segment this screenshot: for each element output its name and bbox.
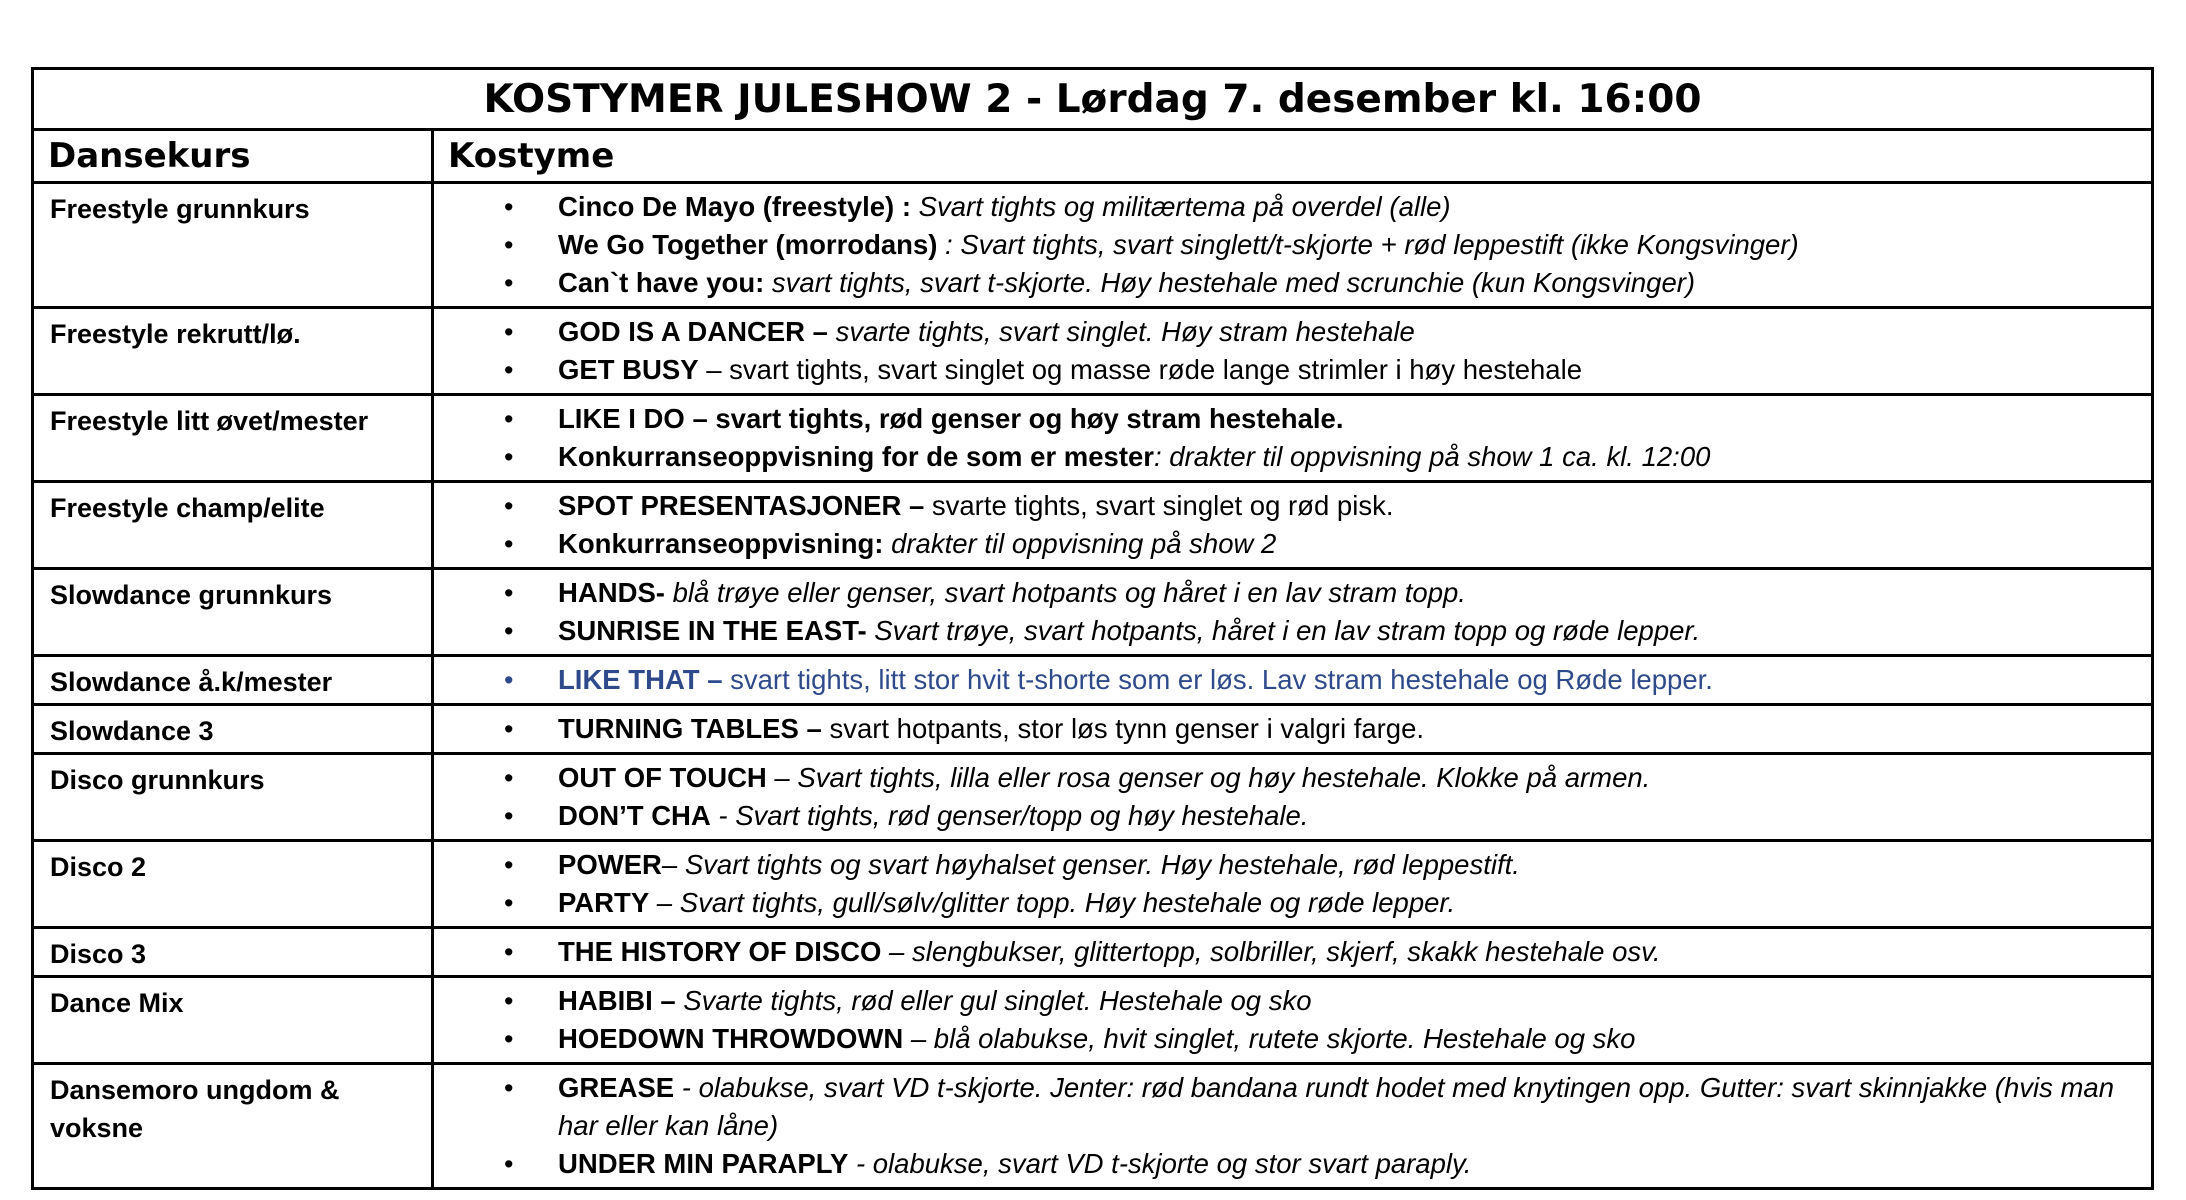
dance-name: GOD IS A DANCER – bbox=[558, 316, 828, 347]
course-name: Freestyle champ/elite bbox=[33, 482, 433, 569]
bullet-icon: • bbox=[504, 986, 514, 1016]
costume-list bbox=[434, 1069, 2151, 1183]
dance-name: We Go Together (morrodans) bbox=[558, 229, 938, 260]
costume-description: svarte tights, svart singlet. Høy stram hestehale bbox=[827, 316, 1415, 347]
costume-description: – slengbukser, glittertopp, solbriller, skjerf, skakk hestehale osv. bbox=[881, 936, 1661, 967]
costume-description: Svart tights og militærtema på overdel (alle) bbox=[911, 191, 1451, 222]
dance-name: THE HISTORY OF DISCO bbox=[558, 936, 882, 967]
dance-name: UNDER MIN PARAPLY bbox=[558, 1148, 849, 1179]
table-row bbox=[33, 183, 2153, 308]
costume-list bbox=[434, 487, 2151, 563]
dance-name: LIKE I DO – svart tights, rød genser og høy stram hestehale. bbox=[558, 403, 1344, 434]
costume-description: – Svart tights og svart høyhalset genser. Høy hestehale, rød leppestift. bbox=[661, 849, 1520, 880]
bullet-icon: • bbox=[504, 888, 514, 918]
dance-name: DON’T CHA bbox=[558, 800, 711, 831]
course-name: Slowdance 3 bbox=[33, 705, 433, 754]
costume-list bbox=[434, 710, 2151, 748]
costume-description: Svart trøye, svart hotpants, håret i en lav stram topp og røde lepper. bbox=[866, 615, 1701, 646]
list-item bbox=[434, 1145, 2151, 1183]
list-item bbox=[434, 661, 2151, 699]
costume-description: : drakter til oppvisning på show 1 ca. kl. 12:00 bbox=[1153, 441, 1711, 472]
bullet-icon: • bbox=[504, 665, 514, 695]
costume-list bbox=[434, 188, 2151, 302]
costume-description: – svart tights, svart singlet og masse røde lange strimler i høy hestehale bbox=[698, 354, 1583, 385]
table-row bbox=[33, 754, 2153, 841]
list-item bbox=[434, 226, 2151, 264]
list-item bbox=[434, 797, 2151, 835]
dance-name: Konkurranseoppvisning for de som er mester bbox=[558, 441, 1154, 472]
costume-description: - olabukse, svart VD t-skjorte og stor svart paraply. bbox=[848, 1148, 1472, 1179]
table-row bbox=[33, 928, 2153, 977]
course-name: Freestyle litt øvet/mester bbox=[33, 395, 433, 482]
list-item bbox=[434, 188, 2151, 226]
costume-cell bbox=[433, 705, 2153, 754]
bullet-icon: • bbox=[504, 937, 514, 967]
dance-name: OUT OF TOUCH bbox=[558, 762, 767, 793]
list-item bbox=[434, 400, 2151, 438]
costume-cell bbox=[433, 1064, 2153, 1189]
dance-name: HABIBI – bbox=[558, 985, 676, 1016]
costume-description: Svarte tights, rød eller gul singlet. Hestehale og sko bbox=[675, 985, 1312, 1016]
list-item bbox=[434, 1069, 2151, 1145]
course-name: Disco grunnkurs bbox=[33, 754, 433, 841]
list-item bbox=[434, 982, 2151, 1020]
course-name: Disco 2 bbox=[33, 841, 433, 928]
costume-list bbox=[434, 982, 2151, 1058]
course-name: Slowdance å.k/mester bbox=[33, 656, 433, 705]
bullet-icon: • bbox=[504, 763, 514, 793]
costume-description: drakter til oppvisning på show 2 bbox=[883, 528, 1277, 559]
dance-name: HANDS- bbox=[558, 577, 665, 608]
list-item bbox=[434, 759, 2151, 797]
costume-sheet bbox=[31, 67, 2151, 1190]
bullet-icon: • bbox=[504, 850, 514, 880]
bullet-icon: • bbox=[504, 192, 514, 222]
table-row bbox=[33, 395, 2153, 482]
costume-description: – Svart tights, lilla eller rosa genser og høy hestehale. Klokke på armen. bbox=[766, 762, 1651, 793]
dance-name: HOEDOWN THROWDOWN bbox=[558, 1023, 904, 1054]
header-dansekurs: Dansekurs bbox=[33, 130, 433, 183]
costume-cell bbox=[433, 977, 2153, 1064]
costume-list bbox=[434, 759, 2151, 835]
list-item bbox=[434, 574, 2151, 612]
course-name: Slowdance grunnkurs bbox=[33, 569, 433, 656]
bullet-icon: • bbox=[504, 404, 514, 434]
list-item bbox=[434, 846, 2151, 884]
bullet-icon: • bbox=[504, 442, 514, 472]
list-item bbox=[434, 1020, 2151, 1058]
costume-description: svart hotpants, stor løs tynn genser i valgri farge. bbox=[821, 713, 1425, 744]
bullet-icon: • bbox=[504, 355, 514, 385]
bullet-icon: • bbox=[504, 317, 514, 347]
costume-cell bbox=[433, 656, 2153, 705]
bullet-icon: • bbox=[504, 714, 514, 744]
course-name: Freestyle grunnkurs bbox=[33, 183, 433, 308]
list-item bbox=[434, 313, 2151, 351]
bullet-icon: • bbox=[504, 491, 514, 521]
bullet-icon: • bbox=[504, 230, 514, 260]
costume-table bbox=[31, 67, 2154, 1190]
table-row bbox=[33, 308, 2153, 395]
course-name: Freestyle rekrutt/lø. bbox=[33, 308, 433, 395]
page-title: KOSTYMER JULESHOW 2 - Lørdag 7. desember kl. 16:00 bbox=[33, 69, 2153, 130]
course-name: Dance Mix bbox=[33, 977, 433, 1064]
bullet-icon: • bbox=[504, 801, 514, 831]
course-name: Dansemoro ungdom & voksne bbox=[33, 1064, 433, 1189]
list-item bbox=[434, 264, 2151, 302]
costume-cell bbox=[433, 308, 2153, 395]
dance-name: PARTY bbox=[558, 887, 650, 918]
dance-name: Konkurranseoppvisning: bbox=[558, 528, 884, 559]
table-row bbox=[33, 569, 2153, 656]
costume-cell bbox=[433, 928, 2153, 977]
dance-name: GET BUSY bbox=[558, 354, 699, 385]
list-item bbox=[434, 525, 2151, 563]
costume-description: - Svart tights, rød genser/topp og høy hestehale. bbox=[710, 800, 1309, 831]
costume-description: svart tights, litt stor hvit t-shorte som er løs. Lav stram hestehale og Røde lepper. bbox=[722, 664, 1713, 695]
costume-description: – blå olabukse, hvit singlet, rutete skjorte. Hestehale og sko bbox=[903, 1023, 1636, 1054]
table-row bbox=[33, 977, 2153, 1064]
costume-cell bbox=[433, 841, 2153, 928]
costume-cell bbox=[433, 754, 2153, 841]
bullet-icon: • bbox=[504, 578, 514, 608]
list-item bbox=[434, 438, 2151, 476]
costume-cell bbox=[433, 395, 2153, 482]
course-name: Disco 3 bbox=[33, 928, 433, 977]
bullet-icon: • bbox=[504, 616, 514, 646]
dance-name: GREASE bbox=[558, 1072, 675, 1103]
dance-name: LIKE THAT – bbox=[558, 664, 723, 695]
dance-name: Cinco De Mayo (freestyle) : bbox=[558, 191, 912, 222]
table-row bbox=[33, 656, 2153, 705]
costume-description: : Svart tights, svart singlett/t-skjorte + rød leppestift (ikke Kongsvinger) bbox=[937, 229, 1799, 260]
bullet-icon: • bbox=[504, 1073, 514, 1103]
dance-name: SPOT PRESENTASJONER – bbox=[558, 490, 925, 521]
list-item bbox=[434, 884, 2151, 922]
table-row bbox=[33, 1064, 2153, 1189]
costume-description: – Svart tights, gull/sølv/glitter topp. Høy hestehale og røde lepper. bbox=[649, 887, 1456, 918]
list-item bbox=[434, 351, 2151, 389]
dance-name: TURNING TABLES – bbox=[558, 713, 822, 744]
costume-description: svarte tights, svart singlet og rød pisk. bbox=[924, 490, 1394, 521]
dance-name: POWER bbox=[558, 849, 662, 880]
costume-list bbox=[434, 846, 2151, 922]
header-kostyme: Kostyme bbox=[433, 130, 2153, 183]
costume-description: svart tights, svart t-skjorte. Høy hestehale med scrunchie (kun Kongsvinger) bbox=[764, 267, 1696, 298]
costume-description: blå trøye eller genser, svart hotpants og håret i en lav stram topp. bbox=[664, 577, 1466, 608]
list-item bbox=[434, 933, 2151, 971]
dance-name: SUNRISE IN THE EAST- bbox=[558, 615, 867, 646]
costume-cell bbox=[433, 183, 2153, 308]
dance-name: Can`t have you: bbox=[558, 267, 765, 298]
costume-list bbox=[434, 574, 2151, 650]
bullet-icon: • bbox=[504, 268, 514, 298]
costume-list bbox=[434, 313, 2151, 389]
list-item bbox=[434, 487, 2151, 525]
costume-description: - olabukse, svart VD t-skjorte. Jenter: rød bandana rundt hodet med knytingen opp. Gutter: svart skinnjakke (hvis man har eller kan låne) bbox=[558, 1072, 2114, 1141]
costume-list bbox=[434, 661, 2151, 699]
bullet-icon: • bbox=[504, 1149, 514, 1179]
table-row bbox=[33, 841, 2153, 928]
bullet-icon: • bbox=[504, 1024, 514, 1054]
costume-list bbox=[434, 933, 2151, 971]
bullet-icon: • bbox=[504, 529, 514, 559]
table-row bbox=[33, 482, 2153, 569]
table-row bbox=[33, 705, 2153, 754]
list-item bbox=[434, 612, 2151, 650]
list-item bbox=[434, 710, 2151, 748]
costume-cell bbox=[433, 482, 2153, 569]
costume-cell bbox=[433, 569, 2153, 656]
costume-list bbox=[434, 400, 2151, 476]
